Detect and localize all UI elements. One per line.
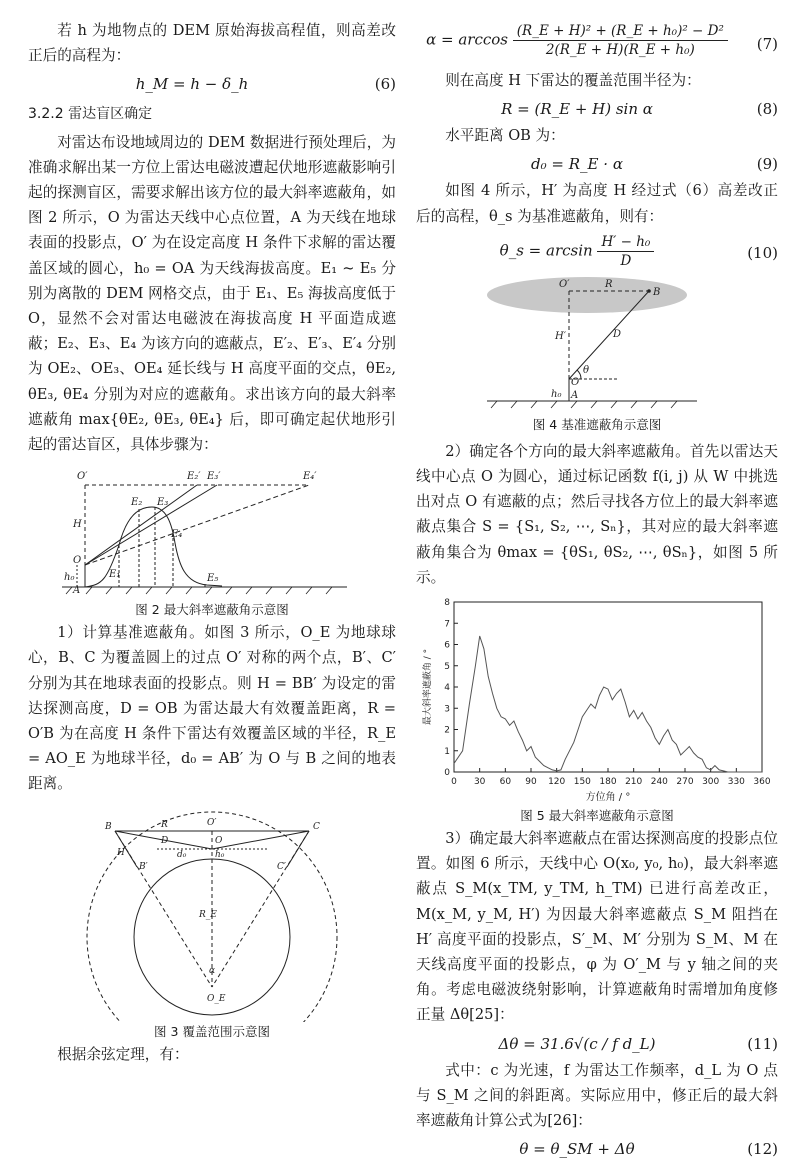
fig3-label-r: R [161, 819, 168, 830]
chart-y-tick-label: 3 [444, 704, 450, 715]
fig2-label-e2-prime: E₂′ [187, 471, 201, 483]
equation-6-number: (6) [374, 75, 396, 94]
left-column [28, 18, 396, 1067]
equation-12 [416, 1133, 778, 1163]
fig4-label-h-prime: H′ [555, 330, 566, 342]
fig4-label-o-prime: O′ [559, 278, 570, 290]
equation-8-number: (8) [756, 100, 778, 119]
chart-y-tick-label: 5 [444, 661, 450, 672]
fig2-label-h0: h₀ [64, 572, 75, 584]
chart-y-tick-label: 8 [444, 598, 450, 609]
equation-10-fraction [597, 233, 654, 270]
paragraph-7: 如图 4 所示，H′ 为高度 H 经过式（6）高差改正后的高程，θ_s 为基准遮蔽角，则有： [416, 182, 778, 225]
equation-6-body: h_M = h − δ_h [135, 75, 249, 94]
fig4-label-b: B [653, 286, 661, 298]
chart-x-tick-label: 300 [702, 777, 720, 788]
fig3-label-d0: d₀ [177, 849, 187, 860]
equation-10-denominator: D [620, 252, 632, 269]
equation-12-number: (12) [747, 1140, 778, 1159]
equation-9 [416, 148, 778, 178]
equation-10-number: (10) [747, 243, 778, 262]
fig3-label-c: C [313, 821, 320, 832]
fig3-label-oe: O_E [207, 993, 226, 1004]
equation-12-body: θ = θ_SM + Δθ [519, 1140, 635, 1159]
fig3-label-o-prime: O′ [207, 817, 217, 828]
fig2-label-h: H [73, 519, 82, 531]
equation-6 [28, 68, 396, 98]
figure-4-caption: 图 4 基准遮蔽角示意图 [532, 416, 662, 432]
figure-3-diagram [77, 807, 347, 1022]
chart-x-tick-label: 60 [499, 777, 512, 788]
fig2-label-o-prime: O′ [77, 471, 88, 483]
fig4-label-h0: h₀ [551, 388, 562, 400]
equation-9-number: (9) [756, 155, 778, 174]
right-column [416, 18, 778, 1163]
paragraph-4: 根据余弦定理，有： [57, 1045, 189, 1063]
equation-11 [416, 1028, 778, 1058]
chart-x-tick-label: 120 [548, 777, 566, 788]
equation-7-fraction [513, 22, 728, 59]
fig2-label-e1: E₁ [109, 569, 121, 581]
chart-x-tick-label: 180 [599, 777, 617, 788]
equation-10-lhs: θ_s = arcsin [499, 241, 593, 260]
equation-7 [416, 18, 778, 68]
fig3-label-h0: h₀ [215, 849, 225, 860]
chart-x-tick-label: 240 [650, 777, 668, 788]
fig3-label-b: B [105, 821, 112, 832]
fig4-label-a: A [571, 389, 579, 401]
fig2-label-e5: E₅ [207, 573, 219, 585]
chart-y-axis-label: 最大斜率遮蔽角 / ° [423, 648, 433, 726]
fig3-label-c-prime: C′ [277, 861, 286, 872]
equation-10-body [416, 233, 738, 270]
figure-2-caption: 图 2 最大斜率遮蔽角示意图 [135, 602, 289, 618]
chart-x-tick-label: 360 [753, 777, 771, 788]
equation-7-number: (7) [756, 35, 778, 53]
fig4-label-o: O [571, 376, 580, 388]
fig2-label-o: O [73, 555, 82, 567]
chart-x-tick-label: 210 [625, 777, 643, 788]
equation-8 [416, 93, 778, 123]
fig2-label-e3-prime: E₃′ [207, 471, 221, 483]
equation-10 [416, 229, 778, 275]
figure-2-diagram [47, 465, 377, 600]
paragraph-6: 水平距离 OB 为： [445, 127, 565, 145]
fig3-label-alpha: α [209, 965, 216, 976]
equation-8-body: R = (R_E + H) sin α [501, 100, 653, 119]
fig3-label-b-prime: B′ [139, 861, 148, 872]
fig4-label-r: R [605, 278, 613, 290]
chart-x-tick-label: 330 [727, 777, 745, 788]
fig2-label-e4: E₄ [171, 529, 183, 541]
fig2-label-a: A [73, 585, 81, 597]
chart-x-tick-label: 0 [451, 777, 457, 788]
chart-x-tick-label: 90 [525, 777, 537, 788]
fig3-label-re: R_E [199, 909, 217, 920]
equation-10-numerator: H′ − h₀ [597, 233, 654, 252]
paragraph-3: 1）计算基准遮蔽角。如图 3 所示，O_E 为地球球心，B、C 为覆盖圆上的过点 O′ 对称的两个点，B′、C′ 分别为其在地球表面的投影点。则 H = BB′ 为设定的雷达探测高度，D = OB 为雷达最大有效覆盖距离，R = O′B 为在高度 H 条件下雷达有效覆盖区域的半径，R_E = AO_E 为地球半径，d₀ = AB′ 为 O 与 B 之间的地表距离。 [28, 624, 396, 793]
equation-11-body: Δθ = 31.6√(c / f d_L) [498, 1034, 656, 1053]
paragraph-9: 3）确定最大斜率遮蔽点在雷达探测高度的投影点位置。如图 6 所示，天线中心 O(x₀, y₀, h₀)，最大斜率遮蔽点 S_M(x_TM, y_TM, h_TM) 已进行高差改正，M(x_M, y_M, H′) 为因最大斜率遮蔽点 S_M 阻挡在 H′ 高度平面的投影点，S′_M、M′ 分别为 S_M、M 在天线高度平面的投影点，φ 为 O′_M 与 y 轴之间的夹角。考虑电磁波绕射影响，计算遮蔽角时需增加角度修正量 Δθ[25]： [416, 830, 778, 1024]
chart-plot-area [454, 602, 762, 772]
chart-y-tick-label: 1 [444, 746, 450, 757]
paragraph-2: 对雷达布设地域周边的 DEM 数据进行预处理后，为准确求解出某一方位上雷达电磁波遭起伏地形遮蔽影响引起的探测盲区，需要求解出该方位的最大斜率遮蔽角，如图 2 所示，O 为雷达天线中心点位置，A 为天线在地球表面的投影点，O′ 为在设定高度 H 条件下求解的雷达覆盖区域的圆心，h₀ = OA 为天线海拔高度。E₁ ~ E₅ 分别为离散的 DEM 网格交点，由于 E₁、E₅ 海拔高度低于 O，显然不会对雷达电磁波在海拔高度 H 平面造成遮蔽；E₂、E₃、E₄ 为该方向的遮蔽点，E′₂、E′₃、E′₄ 分别为 OE₂、OE₃、OE₄ 延长线与 H 高度平面的交点，θE₂, θE₃, θE₄ 分别为对应的遮蔽角。求出该方向的最大斜率遮蔽角 max{θE₂, θE₃, θE₄} 后，即可确定起伏地形引起的雷达盲区，具体步骤为： [28, 133, 396, 454]
paragraph-1: 若 h 为地物点的 DEM 原始海拔高程值，则高差改正后的高程为： [28, 22, 396, 65]
chart-series-line [454, 636, 762, 772]
chart-x-tick-label: 30 [473, 777, 486, 788]
fig3-label-h: H [117, 847, 125, 858]
chart-x-tick-label: 150 [573, 777, 591, 788]
section-heading: 3.2.2 雷达盲区确定 [28, 106, 153, 123]
fig2-label-e4-prime: E₄′ [303, 471, 317, 483]
fig4-label-theta: θ [583, 364, 590, 376]
paragraph-10: 式中：c 为光速，f 为雷达工作频率，d_L 为 O 点与 S_M 之间的斜距离。实际应用中，修正后的最大斜率遮蔽角计算公式为[26]： [416, 1061, 778, 1130]
paragraph-5: 则在高度 H 下雷达的覆盖范围半径为： [445, 72, 701, 89]
chart-y-tick-label: 7 [444, 619, 450, 630]
figure-4-diagram [477, 275, 717, 415]
figure-5-caption: 图 5 最大斜率遮蔽角示意图 [520, 808, 674, 824]
equation-7-denominator: 2(R_E + H)(R_E + h₀) [545, 42, 695, 58]
fig2-label-e2: E₂ [131, 497, 143, 509]
fig3-label-o: O [215, 835, 223, 846]
equation-7-lhs: α = arccos [426, 30, 508, 49]
paragraph-8: 2）确定各个方向的最大斜率遮蔽角。首先以雷达天线中心点 O 为圆心，通过标记函数 f(i, j) 从 W 中挑选出对点 O 有遮蔽的点；然后寻找各方位上的最大斜率遮蔽点集合 S = {S₁, S₂, ⋯, Sₙ}，其对应的最大斜率遮蔽角集合为 θmax = {θS₁, θS₂, ⋯, θSₙ}，如图 5 所示。 [416, 442, 778, 586]
figure-5-chart [422, 596, 772, 806]
fig3-label-d: D [161, 835, 169, 846]
chart-x-axis-label: 方位角 / ° [585, 792, 631, 804]
equation-11-number: (11) [747, 1034, 778, 1053]
equation-9-body: d₀ = R_E · α [531, 155, 623, 174]
chart-y-tick-label: 2 [444, 725, 450, 736]
chart-y-tick-label: 6 [444, 640, 450, 651]
figure-3-caption: 图 3 覆盖范围示意图 [154, 1023, 270, 1039]
chart-y-tick-label: 4 [444, 683, 450, 694]
chart-y-tick-label: 0 [444, 768, 450, 779]
equation-7-body [416, 22, 738, 59]
fig2-label-e3: E₃ [157, 497, 169, 509]
fig4-label-d: D [613, 328, 622, 340]
equation-7-numerator: (R_E + H)² + (R_E + h₀)² − D² [513, 22, 728, 41]
chart-x-tick-label: 270 [676, 777, 694, 788]
